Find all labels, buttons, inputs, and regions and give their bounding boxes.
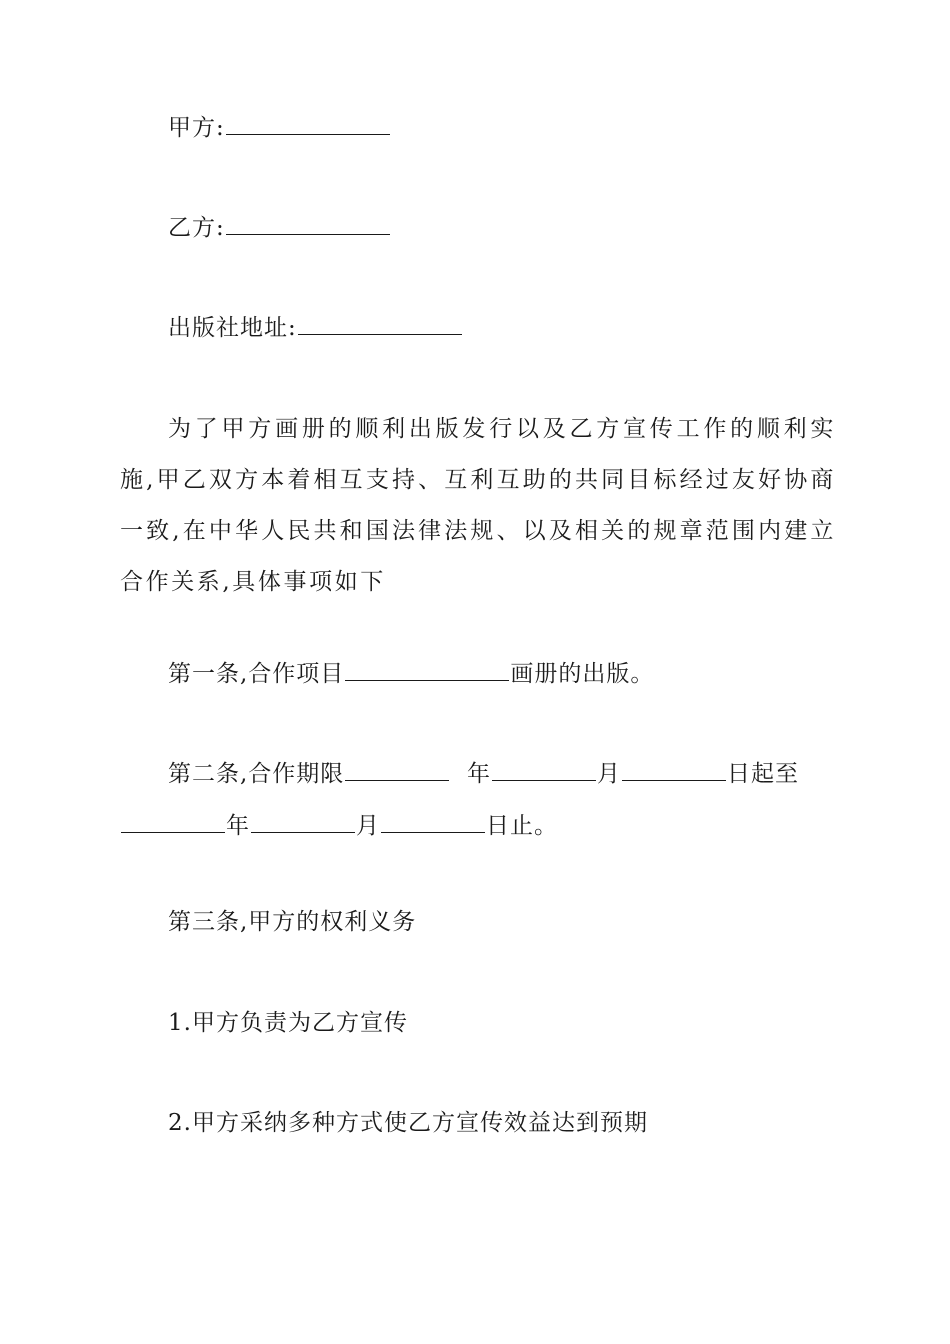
article-1-project-blank[interactable] [345, 654, 509, 681]
start-month-blank[interactable] [492, 754, 596, 781]
article-3-item-2: 2.甲方采纳多种方式使乙方宣传效益达到预期 [168, 1110, 648, 1136]
end-day-blank[interactable] [381, 806, 485, 833]
party-b-label: 乙方: [168, 215, 225, 241]
party-a-label: 甲方: [168, 115, 225, 141]
publisher-address-line [0, 308, 950, 348]
intro-paragraph: 为了甲方画册的顺利出版发行以及乙方宣传工作的顺利实施,甲乙双方本着相互支持、互利互助的共同目标经过友好协商一致,在中华人民共和国法律法规、以及相关的规章范围内建立合作关系,具体事项如下 [120, 416, 836, 595]
article-1-line [0, 654, 950, 694]
article-3-item-1: 1.甲方负责为乙方宣传 [168, 1010, 408, 1036]
end-month-blank[interactable] [251, 806, 355, 833]
end-year-blank[interactable] [121, 806, 225, 833]
party-a-line [0, 108, 950, 148]
article-2-line-2 [0, 806, 950, 846]
publisher-address-label: 出版社地址: [168, 315, 297, 341]
start-year-label: 年 [466, 761, 491, 787]
start-day-blank[interactable] [622, 754, 726, 781]
article-1-prefix: 第一条,合作项目 [168, 661, 345, 687]
party-b-line [0, 208, 950, 248]
end-year-label: 年 [226, 813, 250, 839]
party-b-blank[interactable] [226, 208, 390, 235]
article-3-title: 第三条,甲方的权利义务 [168, 909, 417, 935]
publisher-address-blank[interactable] [298, 308, 462, 335]
start-year-blank[interactable] [345, 754, 449, 781]
end-month-label: 月 [356, 813, 380, 839]
party-a-blank[interactable] [226, 108, 390, 135]
end-day-label: 日止。 [486, 813, 558, 839]
article-1-suffix: 画册的出版。 [510, 661, 655, 687]
article-2-line [0, 754, 950, 794]
article-2-prefix: 第二条,合作期限 [168, 761, 345, 787]
start-month-label: 月 [596, 761, 621, 787]
start-day-label: 日起至 [726, 761, 799, 787]
